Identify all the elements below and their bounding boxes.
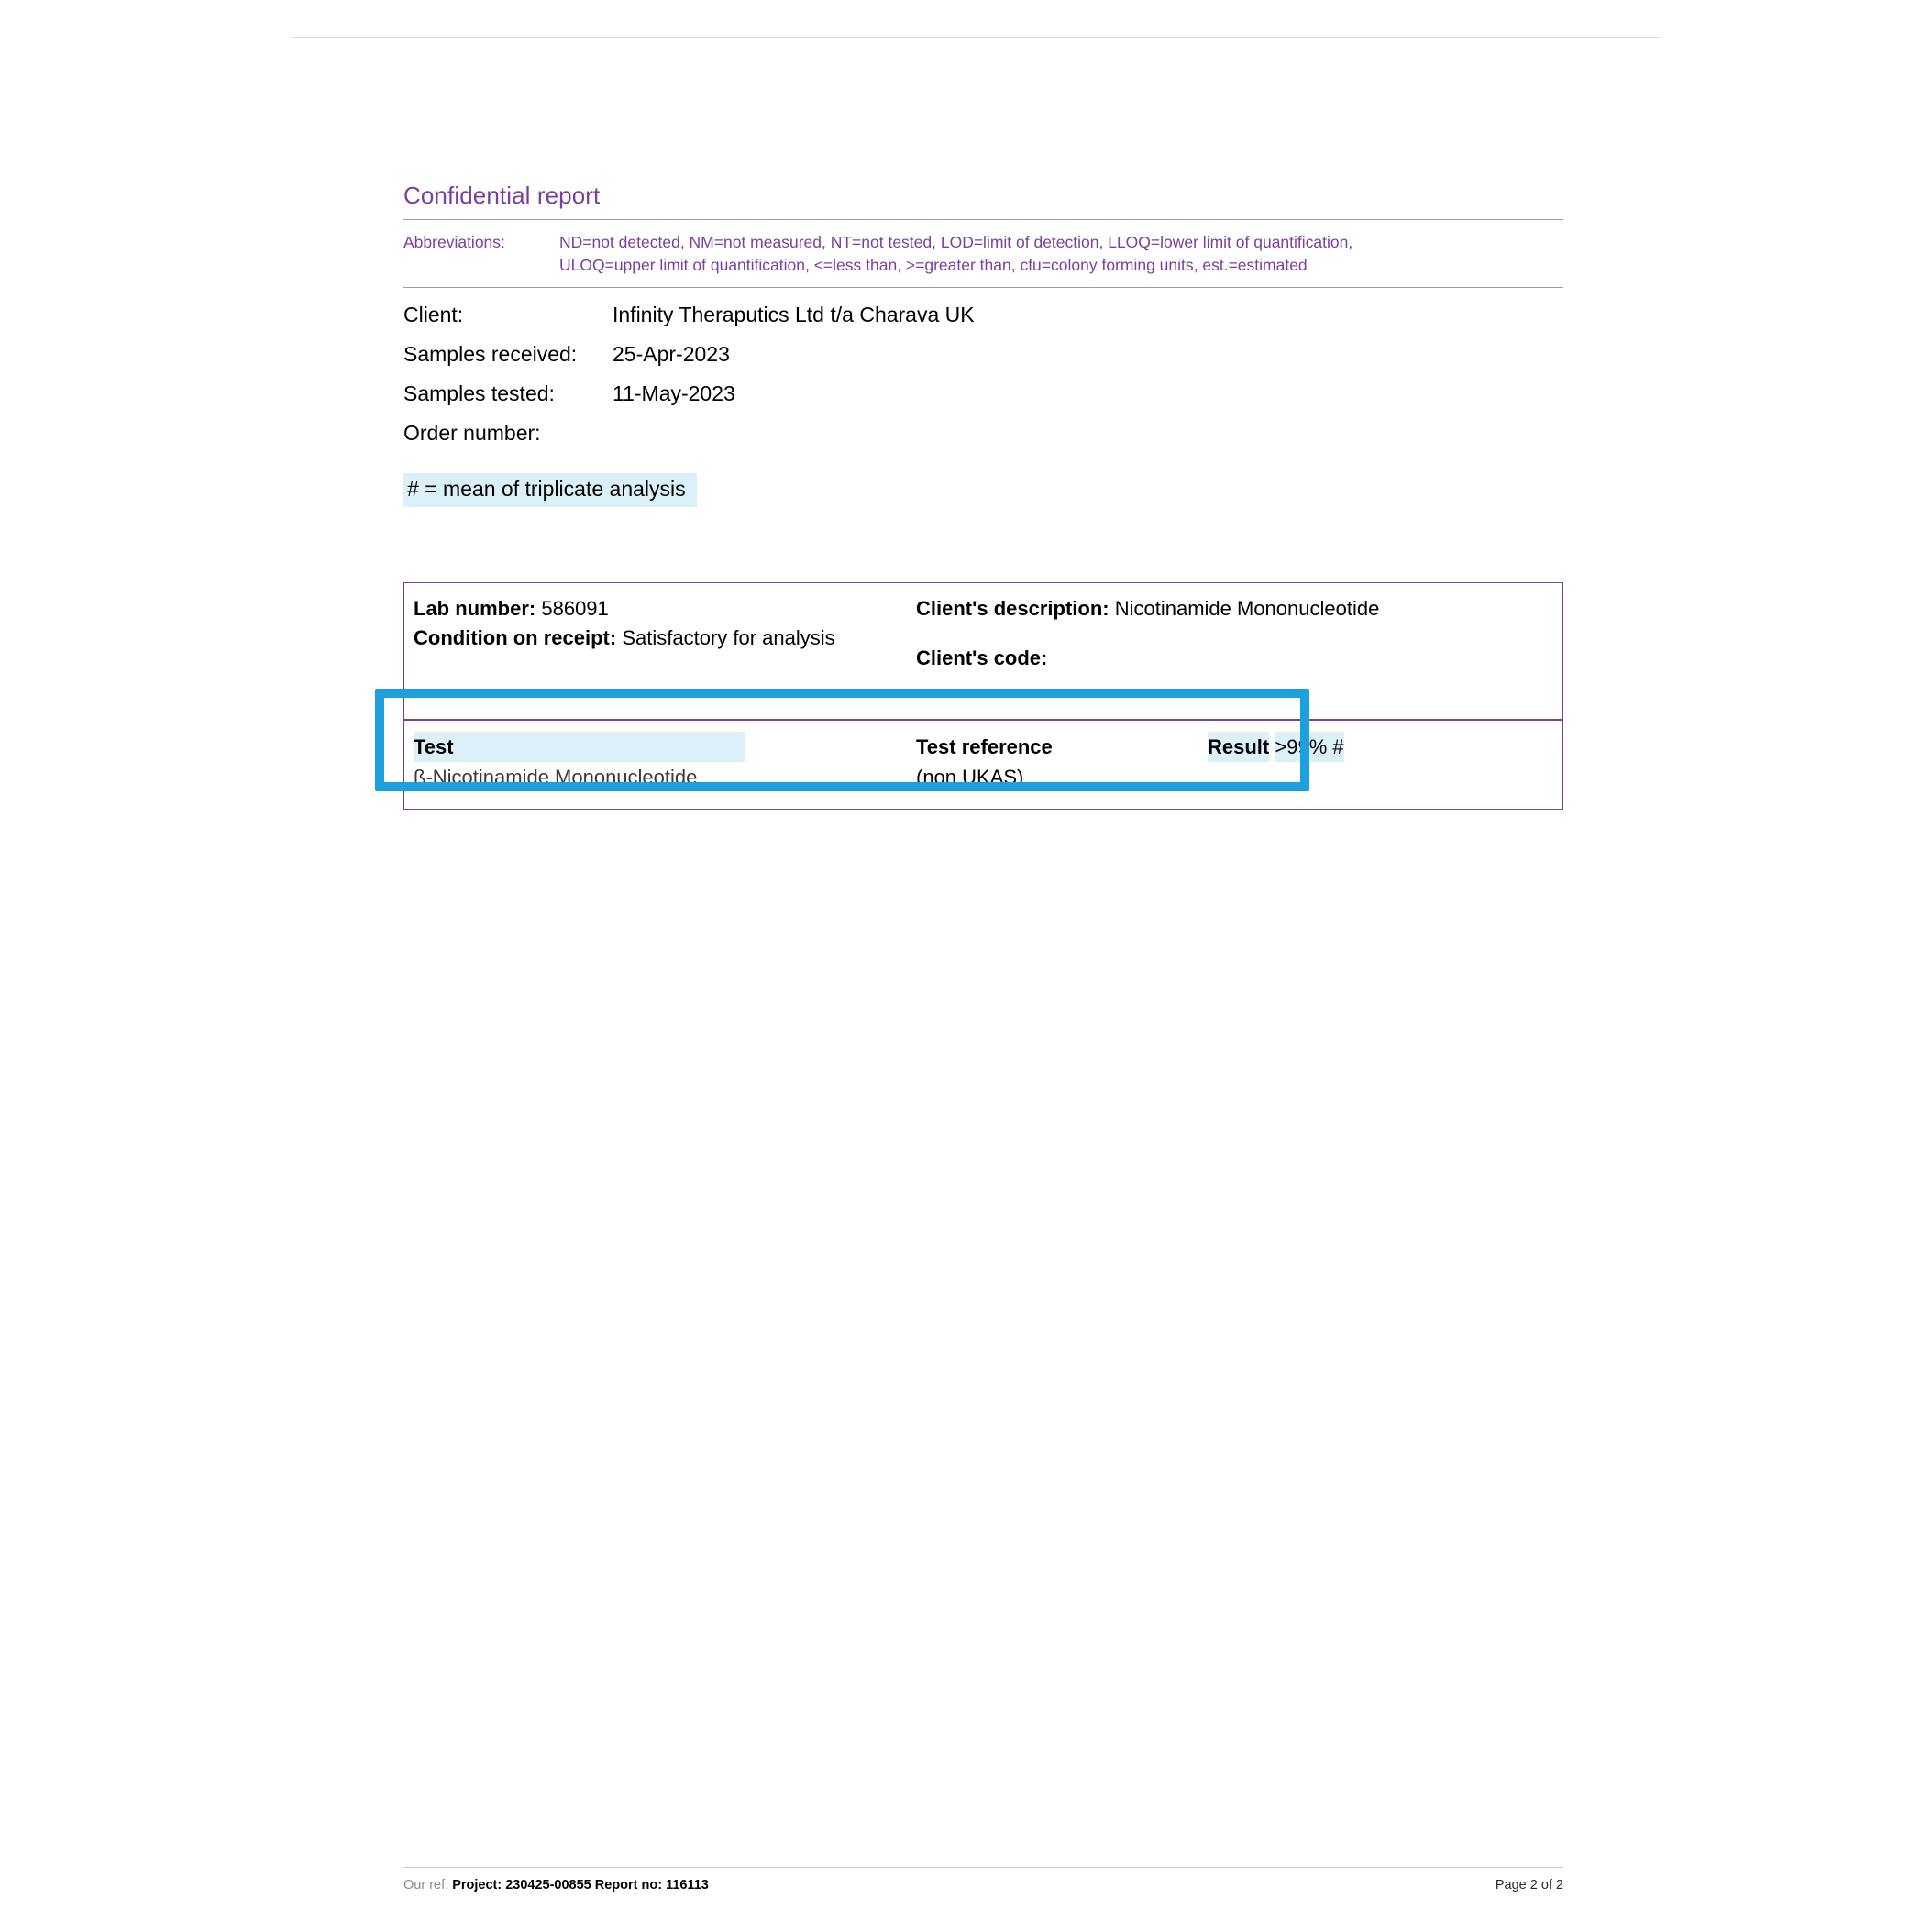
abbreviations-section: [403, 220, 1563, 287]
meta-row-samples-received: [403, 341, 1563, 383]
page-number: Page 2 of 2: [1495, 1878, 1563, 1893]
sample-meta-block: [403, 288, 1563, 507]
page-top-divider: [292, 37, 1660, 38]
client-description-label: Client's description:: [916, 597, 1110, 620]
results-header-reference: Test reference: [916, 734, 1053, 758]
result-row-reference-value: (non UKAS): [916, 765, 1024, 789]
results-row-group: [404, 721, 1562, 809]
our-ref-label: Our ref:: [403, 1878, 449, 1893]
abbreviations-text: [559, 231, 1563, 278]
samples-received-value: 25-Apr-2023: [613, 341, 730, 366]
page-footer: [403, 1878, 1563, 1893]
report-header-block: [403, 182, 1563, 507]
condition-on-receipt-label: Condition on receipt:: [414, 625, 617, 649]
sample-details-left: [414, 594, 916, 695]
details-spacer: [916, 624, 1553, 644]
client-code-label: Client's code:: [916, 646, 1048, 669]
abbreviations-line-2: ULOQ=upper limit of quantification, <=less than, >=greater than, cfu=colony forming units, est.=estimated: [559, 256, 1308, 275]
client-description-line: [916, 594, 1553, 624]
condition-on-receipt-value: Satisfactory for analysis: [622, 625, 835, 649]
result-row-result-value: >99% #: [1275, 732, 1343, 762]
results-header-result: Result: [1208, 732, 1269, 762]
samples-received-label: Samples received:: [403, 341, 578, 366]
lab-number-line: [414, 594, 916, 624]
results-column-reference: [916, 732, 1208, 792]
footer-divider: [403, 1867, 1563, 1868]
meta-row-samples-tested: [403, 383, 1563, 423]
results-column-result: [1208, 732, 1553, 792]
results-column-test: [414, 732, 916, 792]
results-header-test: Test: [414, 732, 745, 762]
our-ref-value: Project: 230425-00855 Report no: 116113: [452, 1878, 709, 1893]
lab-number-label: Lab number:: [414, 597, 536, 620]
client-label: Client:: [403, 302, 464, 326]
footer-reference: [403, 1878, 709, 1893]
abbreviations-line-1: ND=not detected, NM=not measured, NT=not tested, LOD=limit of detection, LLOQ=lower limit of quantification,: [559, 233, 1353, 251]
confidential-report-title: Confidential report: [403, 182, 601, 209]
condition-line: [414, 624, 916, 653]
results-table: [403, 582, 1563, 810]
triplicate-note: # = mean of triplicate analysis: [403, 473, 697, 507]
lab-number-value: 586091: [541, 597, 609, 620]
client-description-value: Nicotinamide Mononucleotide: [1114, 597, 1380, 620]
meta-row-order-number: [403, 420, 1563, 462]
samples-tested-value: 11-May-2023: [613, 381, 735, 405]
sample-details-right: [916, 594, 1553, 695]
client-value: Infinity Theraputics Ltd t/a Charava UK: [613, 302, 975, 326]
samples-tested-label: Samples tested:: [403, 381, 555, 405]
sample-details-row: [404, 583, 1562, 719]
order-number-label: Order number:: [403, 420, 541, 445]
client-code-line: [916, 644, 1553, 673]
result-row-test-value: ß-Nicotinamide Mononucleotide: [414, 765, 698, 789]
meta-row-client: [403, 304, 1563, 344]
results-header-test-wrap: [414, 732, 916, 762]
abbreviations-label: Abbreviations:: [403, 233, 505, 251]
